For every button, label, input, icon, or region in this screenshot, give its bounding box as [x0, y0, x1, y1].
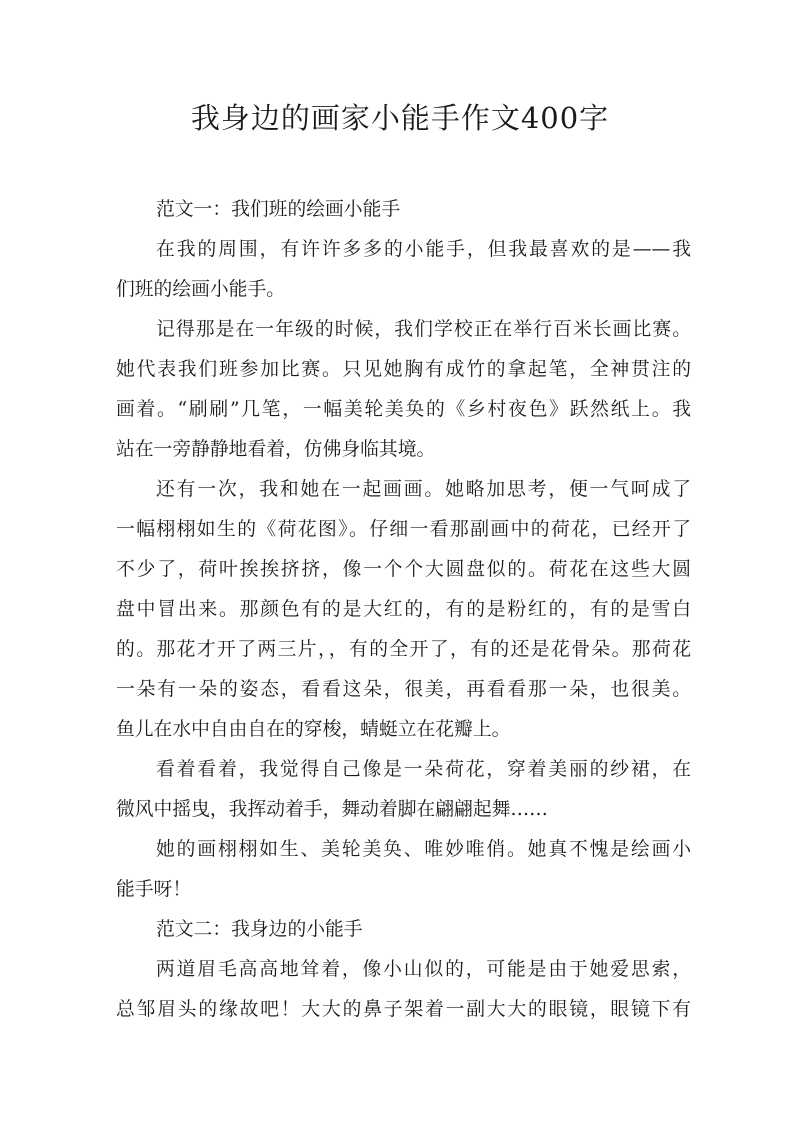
text-line: 的。那花才开了两三片，，有的全开了，有的还是花骨朵。那荷花: [116, 639, 691, 660]
text-line: 在我的周围，有许许多多的小能手，但我最喜欢的是——我: [156, 239, 691, 260]
text-line: 看着看着，我觉得自己像是一朵荷花，穿着美丽的纱裙，在: [156, 759, 691, 780]
text-line: 她代表我们班参加比赛。只见她胸有成竹的拿起笔，全神贯注的: [116, 359, 691, 380]
text-line: 鱼儿在水中自由自在的穿梭，蜻蜓立在花瓣上。: [116, 719, 511, 740]
document-title: 我身边的画家小能手作文400字: [190, 101, 610, 135]
text-line: 还有一次，我和她在一起画画。她略加思考，便一气呵成了: [156, 479, 691, 500]
text-line: 一朵有一朵的姿态，看看这朵，很美，再看看那一朵，也很美。: [116, 679, 691, 700]
text-line: 两道眉毛高高地耸着，像小山似的，可能是由于她爱思索，: [156, 959, 691, 980]
text-line: 盘中冒出来。那颜色有的是大红的，有的是粉红的，有的是雪白: [116, 599, 691, 620]
text-line: 画着。“刷刷”几笔，一幅美轮美奂的《乡村夜色》跃然纸上。我: [116, 399, 691, 420]
text-line: 们班的绘画小能手。: [116, 279, 286, 300]
text-line: 范文二：我身边的小能手: [156, 919, 363, 940]
text-line: 不少了，荷叶挨挨挤挤，像一个个大圆盘似的。荷花在这些大圆: [116, 559, 691, 580]
text-line: 一幅栩栩如生的《荷花图》。仔细一看那副画中的荷花，已经开了: [116, 519, 691, 540]
text-line: 她的画栩栩如生、美轮美奂、唯妙唯俏。她真不愧是绘画小: [156, 839, 691, 860]
text-line: 微风中摇曳，我挥动着手，舞动着脚在翩翩起舞……: [116, 799, 548, 820]
text-line: 能手呀！: [116, 879, 192, 900]
text-line: 总邹眉头的缘故吧！大大的鼻子架着一副大大的眼镜，眼镜下有: [116, 999, 691, 1020]
document-body: [116, 190, 691, 1030]
text-line: 范文一：我们班的绘画小能手: [156, 199, 401, 220]
text-line: 记得那是在一年级的时候，我们学校正在举行百米长画比赛。: [156, 319, 691, 340]
text-line: 站在一旁静静地看着，仿佛身临其境。: [116, 439, 436, 460]
